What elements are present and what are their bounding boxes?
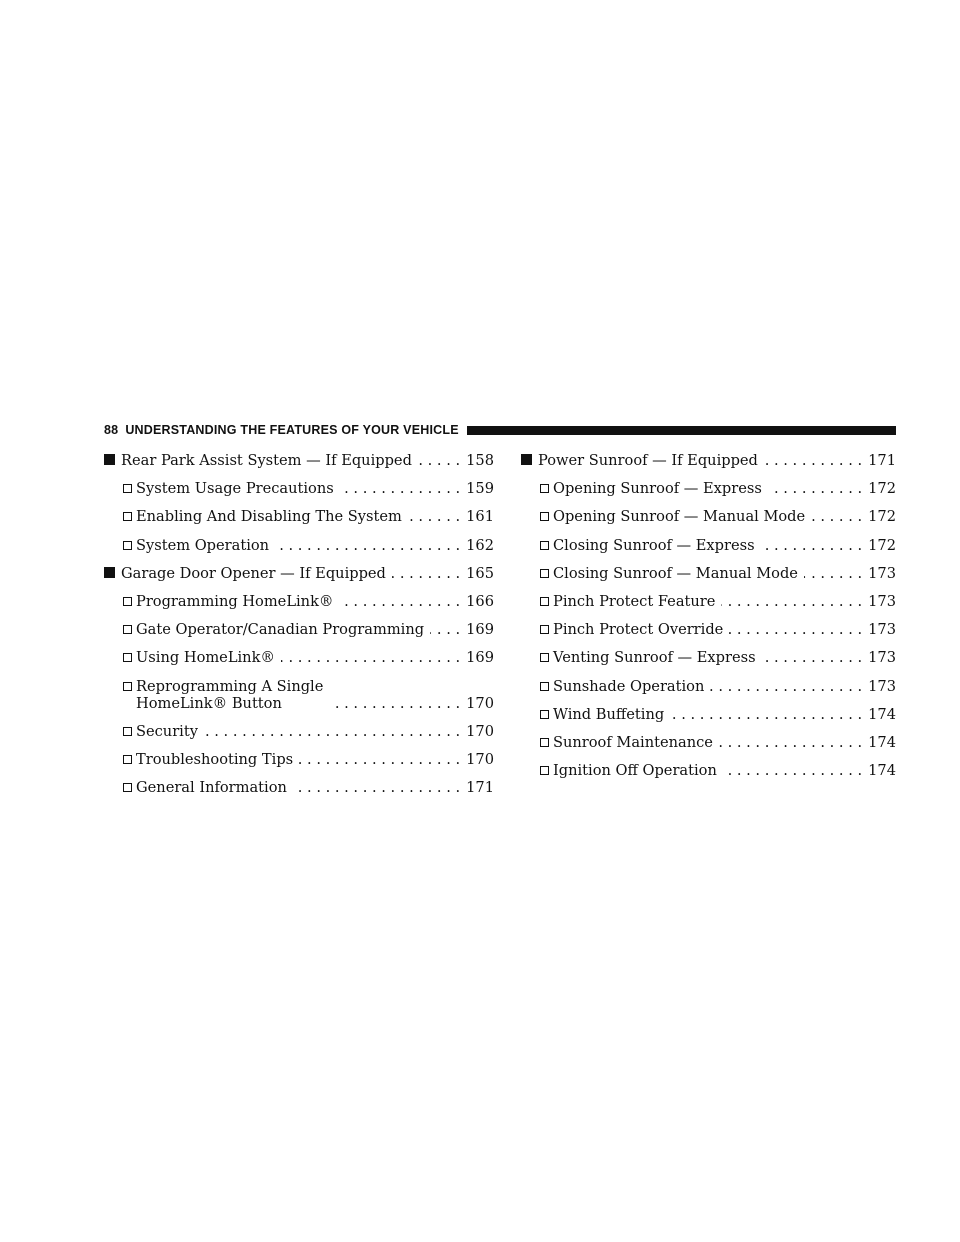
toc-entry-text: Opening Sunroof — Express	[553, 480, 762, 498]
dot-leader	[768, 480, 862, 497]
toc-entry-using-homelink[interactable]	[104, 649, 494, 666]
toc-right-column	[521, 452, 896, 790]
toc-page-number: 173	[868, 649, 896, 667]
dot-leader	[204, 723, 460, 740]
toc-page-number: 166	[466, 592, 494, 610]
dot-leader	[408, 508, 460, 525]
toc-entry-closing-sunroof-manual-mode[interactable]	[521, 565, 896, 582]
dot-leader	[811, 508, 862, 525]
toc-entry-title	[123, 723, 198, 740]
toc-entry-pinch-protect-override[interactable]	[521, 621, 896, 638]
toc-entry-text: Programming HomeLink®	[136, 592, 334, 610]
dot-leader	[670, 706, 862, 723]
toc-entry-closing-sunroof-express[interactable]	[521, 537, 896, 554]
dot-leader	[299, 751, 460, 768]
hollow-square-bullet-icon	[540, 625, 549, 634]
hollow-square-bullet-icon	[123, 682, 132, 691]
toc-entry-title	[104, 452, 412, 469]
dot-leader	[340, 593, 461, 610]
toc-entry-system-operation[interactable]	[104, 537, 494, 554]
dot-leader	[719, 734, 862, 751]
toc-page-number: 169	[466, 649, 494, 667]
toc-page-number: 159	[466, 480, 494, 498]
toc-entry-text: HomeLink® Button	[136, 694, 282, 712]
filled-square-bullet-icon	[104, 454, 115, 465]
toc-entry-text: General Information	[136, 779, 287, 797]
toc-entry-text: Reprogramming A Single	[136, 677, 324, 695]
toc-entry-text: Opening Sunroof — Manual Mode	[553, 508, 806, 526]
hollow-square-bullet-icon	[540, 710, 549, 719]
page-number: 88	[104, 423, 119, 437]
toc-entry-title	[104, 565, 386, 582]
toc-page-number: 170	[466, 694, 494, 712]
toc-entry-garage-door-opener-if-equipped[interactable]	[104, 565, 494, 582]
toc-page-number: 173	[868, 592, 896, 610]
toc-entry-text: Wind Buffeting	[553, 705, 665, 723]
dot-leader	[340, 480, 460, 497]
dot-leader	[710, 678, 862, 695]
toc-entry-text: Sunroof Maintenance	[553, 733, 713, 751]
toc-entry-title	[123, 593, 334, 610]
toc-page-number: 171	[466, 779, 494, 797]
hollow-square-bullet-icon	[540, 682, 549, 691]
hollow-square-bullet-icon	[123, 755, 132, 764]
toc-entry-gate-operator-canadian-programming[interactable]	[104, 621, 494, 638]
hollow-square-bullet-icon	[123, 625, 132, 634]
toc-entry-system-usage-precautions[interactable]	[104, 480, 494, 497]
hollow-square-bullet-icon	[540, 653, 549, 662]
toc-entry-title	[540, 734, 713, 751]
dot-leader	[721, 593, 862, 610]
toc-entry-text: Closing Sunroof — Manual Mode	[553, 564, 798, 582]
hollow-square-bullet-icon	[123, 541, 132, 550]
toc-entry-text: System Usage Precautions	[136, 480, 334, 498]
hollow-square-bullet-icon	[540, 569, 549, 578]
toc-page-number: 174	[868, 762, 896, 780]
toc-entry-text: Pinch Protect Override	[553, 621, 724, 639]
hollow-square-bullet-icon	[123, 484, 132, 493]
dot-leader	[761, 537, 863, 554]
dot-leader	[293, 779, 460, 796]
toc-page-number: 161	[466, 508, 494, 526]
filled-square-bullet-icon	[521, 454, 532, 465]
toc-page-number: 172	[868, 508, 896, 526]
toc-entry-text: Gate Operator/Canadian Programming	[136, 621, 425, 639]
toc-entry-text: Troubleshooting Tips	[136, 750, 294, 768]
header-rule	[467, 426, 896, 435]
toc-entry-text: Ignition Off Operation	[553, 762, 717, 780]
dot-leader	[729, 621, 862, 638]
dot-leader	[762, 649, 863, 666]
toc-entry-ignition-off-operation[interactable]	[521, 762, 896, 779]
toc-entry-rear-park-assist-system-if-equipped[interactable]	[104, 452, 494, 469]
toc-entry-title	[540, 565, 798, 582]
toc-entry-text: Venting Sunroof — Express	[553, 649, 756, 667]
toc-entry-troubleshooting-tips[interactable]	[104, 751, 494, 768]
dot-leader	[804, 565, 862, 582]
toc-entry-programming-homelink[interactable]	[104, 593, 494, 610]
page-header	[104, 422, 896, 438]
toc-entry-text: Sunshade Operation	[553, 677, 705, 695]
hollow-square-bullet-icon	[123, 727, 132, 736]
toc-page-number: 170	[466, 750, 494, 768]
section-title: UNDERSTANDING THE FEATURES OF YOUR VEHICLE	[125, 423, 459, 437]
toc-entry-security[interactable]	[104, 723, 494, 740]
toc-entry-title	[540, 593, 715, 610]
toc-entry-sunshade-operation[interactable]	[521, 678, 896, 695]
hollow-square-bullet-icon	[540, 541, 549, 550]
toc-page-number: 162	[466, 536, 494, 554]
hollow-square-bullet-icon	[123, 653, 132, 662]
toc-entry-text: Closing Sunroof — Express	[553, 536, 755, 554]
toc-page-number: 173	[868, 621, 896, 639]
toc-entry-title	[123, 537, 269, 554]
dot-leader	[418, 452, 460, 469]
hollow-square-bullet-icon	[123, 597, 132, 606]
dot-leader	[329, 695, 460, 712]
toc-entry-enabling-and-disabling-the-system[interactable]	[104, 508, 494, 525]
toc-page-number: 158	[466, 452, 494, 469]
hollow-square-bullet-icon	[540, 766, 549, 775]
hollow-square-bullet-icon	[540, 597, 549, 606]
toc-entry-text: Security	[136, 722, 198, 740]
toc-entry-title	[521, 452, 758, 469]
toc-entry-text: System Operation	[136, 536, 270, 554]
toc-page-number: 172	[868, 536, 896, 554]
dot-leader	[764, 452, 862, 469]
toc-entry-title	[123, 649, 275, 666]
toc-entry-title	[123, 508, 402, 525]
toc-entry-opening-sunroof-manual-mode[interactable]	[521, 508, 896, 525]
toc-page-number: 165	[466, 564, 494, 582]
toc-entry-title	[540, 621, 723, 638]
toc-entry-title	[540, 480, 762, 497]
hollow-square-bullet-icon	[123, 783, 132, 792]
dot-leader	[281, 649, 460, 666]
toc-page-number: 171	[868, 452, 896, 469]
toc-page-number: 170	[466, 722, 494, 740]
toc-page-number: 174	[868, 733, 896, 751]
toc-entry-title	[123, 480, 334, 497]
toc-entry-venting-sunroof-express[interactable]	[521, 649, 896, 666]
toc-entry-text: Rear Park Assist System — If Equipped	[121, 452, 412, 469]
toc-entry-title	[540, 508, 805, 525]
dot-leader	[275, 537, 460, 554]
dot-leader	[392, 565, 460, 582]
toc-page-number: 169	[466, 621, 494, 639]
toc-entry-text: Garage Door Opener — If Equipped	[121, 564, 386, 582]
hollow-square-bullet-icon	[540, 512, 549, 521]
dot-leader	[430, 621, 460, 638]
toc-page-number: 172	[868, 480, 896, 498]
toc-entry-title	[540, 762, 717, 779]
toc-entry-opening-sunroof-express[interactable]	[521, 480, 896, 497]
toc-entry-text: Enabling And Disabling The System	[136, 508, 402, 526]
toc-entry-reprogramming-a-single-homelink-button[interactable]	[104, 678, 494, 712]
toc-entry-pinch-protect-feature[interactable]	[521, 593, 896, 610]
toc-entry-title	[540, 649, 756, 666]
toc-entry-title	[123, 678, 323, 712]
toc-entry-text: Power Sunroof — If Equipped	[538, 452, 758, 469]
toc-page-number: 173	[868, 564, 896, 582]
toc-page-number: 174	[868, 705, 896, 723]
toc-entry-title	[540, 678, 704, 695]
hollow-square-bullet-icon	[540, 484, 549, 493]
toc-entry-general-information[interactable]	[104, 779, 494, 796]
hollow-square-bullet-icon	[123, 512, 132, 521]
toc-entry-wind-buffeting[interactable]	[521, 706, 896, 723]
toc-entry-title	[540, 706, 664, 723]
toc-entry-text: Pinch Protect Feature	[553, 592, 716, 610]
filled-square-bullet-icon	[104, 567, 115, 578]
toc-entry-title	[540, 537, 755, 554]
dot-leader	[723, 762, 862, 779]
hollow-square-bullet-icon	[540, 738, 549, 747]
toc-entry-sunroof-maintenance[interactable]	[521, 734, 896, 751]
toc-entry-title	[123, 751, 293, 768]
toc-entry-power-sunroof-if-equipped[interactable]	[521, 452, 896, 469]
toc-page-number: 173	[868, 677, 896, 695]
toc-left-column	[104, 452, 494, 807]
toc-entry-title	[123, 621, 424, 638]
toc-entry-text: Using HomeLink®	[136, 649, 276, 667]
toc-entry-title	[123, 779, 287, 796]
